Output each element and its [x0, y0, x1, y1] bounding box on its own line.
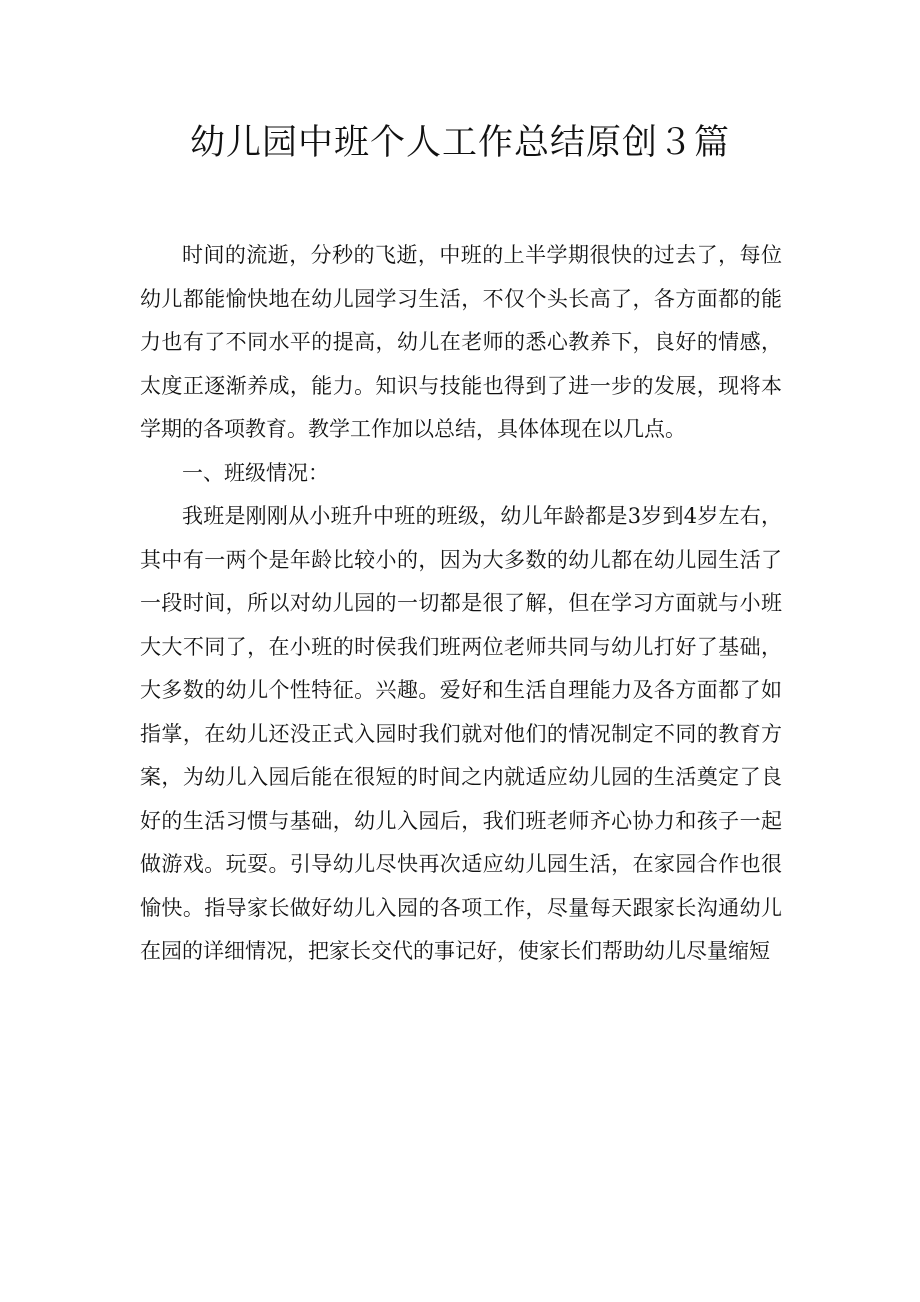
intro-paragraph: 时间的流逝，分秒的飞逝，中班的上半学期很快的过去了，每位幼儿都能愉快地在幼儿园学习生活，不仅个头长高了，各方面都的能力也有了不同水平的提高，幼儿在老师的悉心教养下，良好的情感，太度正逐渐养成，能力。知识与技能也得到了进一步的发展，现将本学期的各项教育。教学工作加以总结，具体体现在以几点。	[140, 243, 782, 441]
document-body	[140, 234, 782, 974]
document-title: 幼儿园中班个人工作总结原创３篇	[189, 123, 730, 163]
section-heading-class-situation: 一、班级情况：	[182, 460, 329, 485]
class-situation-paragraph: 我班是刚刚从小班升中班的班级，幼儿年龄都是3岁到4岁左右，其中有一两个是年龄比较小的，因为大多数的幼儿都在幼儿园生活了一段时间，所以对幼儿园的一切都是很了解，但在学习方面就与小班大大不同了，在小班的时侯我们班两位老师共同与幼儿打好了基础，大多数的幼儿个性特征。兴趣。爱好和生活自理能力及各方面都了如指掌，在幼儿还没正式入园时我们就对他们的情况制定不同的教育方案，为幼儿入园后能在很短的时间之内就适应幼儿园的生活奠定了良好的生活习惯与基础，幼儿入园后，我们班老师齐心协力和孩子一起做游戏。玩耍。引导幼儿尽快再次适应幼儿园生活，在家园合作也很愉快。指导家长做好幼儿入园的各项工作，尽量每天跟家长沟通幼儿在园的详细情况，把家长交代的事记好，使家长们帮助幼儿尽量缩短	[140, 504, 782, 963]
